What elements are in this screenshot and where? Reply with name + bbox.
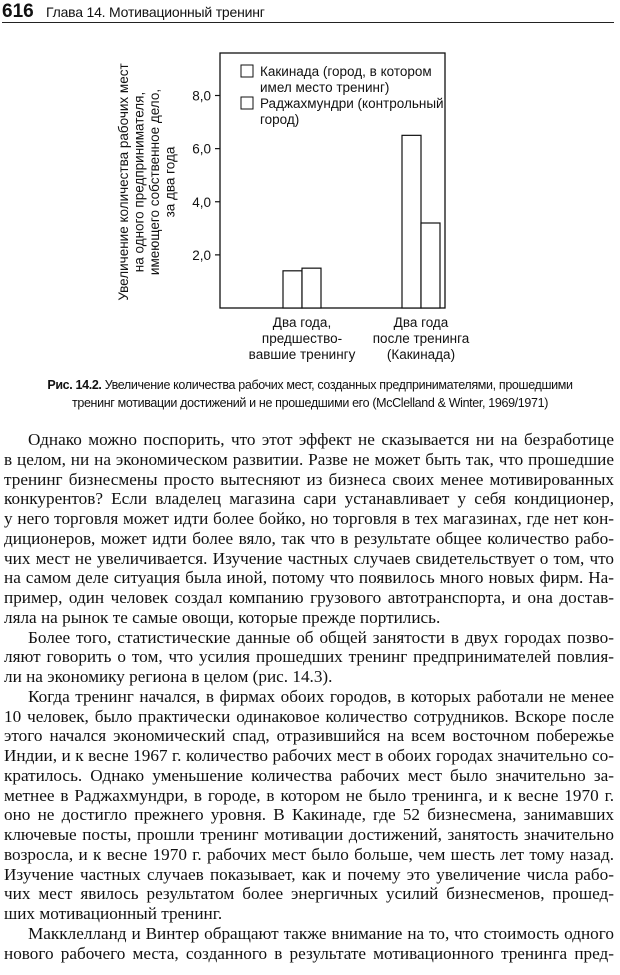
text-line: Более того, статистические данные об общей занятости в двух городах позво- xyxy=(28,627,614,647)
text-line: оно не достигло прежнего уровня. В Какинаде, где 52 бизнесмена, занимавших xyxy=(4,805,614,825)
legend-label: Какинада (город, в котором xyxy=(260,64,432,79)
x-category-label: после тренинга xyxy=(372,331,470,346)
y-axis-label-line: на одного предпринимателя, xyxy=(131,91,147,273)
text-line: конкурентов? Если владелец магазина сари устанавливает у себя кондиционер, xyxy=(4,489,614,509)
caption-line-1 xyxy=(0,376,620,394)
legend-swatch xyxy=(241,65,253,77)
text-line: ших мотивационный тренинг. xyxy=(4,904,223,923)
text-line: чих мест явилось результатом более энергичных усилий бизнесменов, прошед- xyxy=(4,884,614,904)
y-axis-label-line: Увеличение количества рабочих мест xyxy=(116,63,131,301)
x-category-label: (Какинада) xyxy=(386,347,456,362)
paragraph xyxy=(4,628,614,687)
text-line: диционеров, может идти более вяло, так что в результате общее количество рабо- xyxy=(4,528,614,548)
text-line: возросла, и к весне 1970 г. рабочих мест было больше, чем шесть лет тому назад. xyxy=(4,844,614,864)
text-line: ли на экономику региона в целом (рис. 14.3). xyxy=(4,667,333,686)
y-axis-label-line: имеющего собственное дело, xyxy=(147,88,162,276)
text-line: ляют говорить о том, что усилия прошедших тренинг предпринимателей повлия- xyxy=(4,647,614,667)
x-category-label: вавшие тренингу xyxy=(248,347,356,362)
text-line: Когда тренинг начался, в фирмах обоих городов, в которых работали не менее xyxy=(28,686,614,706)
text-line: 10 человек, было практически одинаковое количество сотрудников. Вскоре после xyxy=(4,706,614,726)
text-line: этого начался экономический спад, отразившийся на всем восточном побережье xyxy=(4,726,614,746)
y-tick-label: 2,0 xyxy=(192,247,211,263)
x-category-label: Два года xyxy=(393,315,449,330)
y-tick-label: 6,0 xyxy=(192,141,211,157)
chapter-title: Глава 14. Мотивационный тренинг xyxy=(46,4,265,20)
x-category-label: Два года, xyxy=(272,315,332,330)
legend-label: имел место тренинг) xyxy=(260,80,390,95)
bar-kakinada xyxy=(283,271,302,308)
paragraph xyxy=(4,924,614,964)
text-line: пример, один человек создал компанию грузового автотранспорта, и она достав- xyxy=(4,588,614,607)
text-line: метнее в Раджахмундри, в городе, в котором не было тренинга, и к весне 1970 г. xyxy=(4,785,614,805)
bar-rajahmundry xyxy=(421,223,440,308)
page-number: 616 xyxy=(2,1,34,22)
legend-swatch xyxy=(241,97,253,109)
text-line: Макклелланд и Винтер обращают также внимание на то, что стоимость одного xyxy=(28,923,614,943)
text-line: на самом деле ситуация была иной, потому что появилось много новых фирм. На- xyxy=(4,568,614,588)
y-tick-label: 8,0 xyxy=(192,88,211,104)
y-tick-label: 4,0 xyxy=(192,194,211,210)
text-line: у него торговля может идти более бойко, но торговля в тех магазинах, где нет кон- xyxy=(4,509,614,528)
caption-line-2: тренинг мотивации достижений и не прошедшими его (McClelland & Winter, 1969/1971) xyxy=(71,396,549,410)
legend-label: Раджахмундри (контрольный xyxy=(260,96,444,111)
text-line: Изучение частных случаев показывает, как и почему это увеличение числа рабо- xyxy=(4,864,614,884)
text-line: ключевые посты, прошли тренинг мотивации достижений, занятость значительно xyxy=(4,825,614,844)
text-line: чих мест не увеличивается. Изучение частных случаев свидетельствует о том, что xyxy=(4,548,614,568)
legend-label: город) xyxy=(260,112,300,127)
bar-rajahmundry xyxy=(302,268,321,308)
paragraph xyxy=(4,430,614,628)
text-line: кратилось. Однако уменьшение количества рабочих мест было значительно за- xyxy=(4,765,614,785)
text-line: нового рабочего места, созданного в результате мотивационного тренинга пред- xyxy=(4,943,614,963)
text-line: Однако можно поспорить, что этот эффект не сказывается ни на безработице xyxy=(28,430,614,449)
body-text xyxy=(4,430,614,963)
text-line: ляла на рынок те самые овощи, которые прежде портились. xyxy=(4,607,441,627)
bar-chart xyxy=(0,0,620,370)
figure-caption xyxy=(0,376,620,412)
caption-text-1: Увеличение количества рабочих мест, созданных предпринимателями, прошедшими xyxy=(104,378,573,392)
text-line: в целом, ни на экономическом развитии. Разве не может быть так, что прошедшие xyxy=(4,449,614,469)
x-category-label: предшество- xyxy=(261,331,343,346)
bar-kakinada xyxy=(402,135,421,308)
text-line: тренинг бизнесмены просто вытесняют из бизнеса своих менее мотивированных xyxy=(4,469,614,489)
paragraph xyxy=(4,687,614,924)
y-axis-label-line: за два года xyxy=(162,146,178,218)
text-line: Индии, и к весне 1967 г. количество рабочих мест в обоих городах значительно со- xyxy=(4,746,614,765)
caption-label: Рис. 14.2. xyxy=(47,378,102,392)
